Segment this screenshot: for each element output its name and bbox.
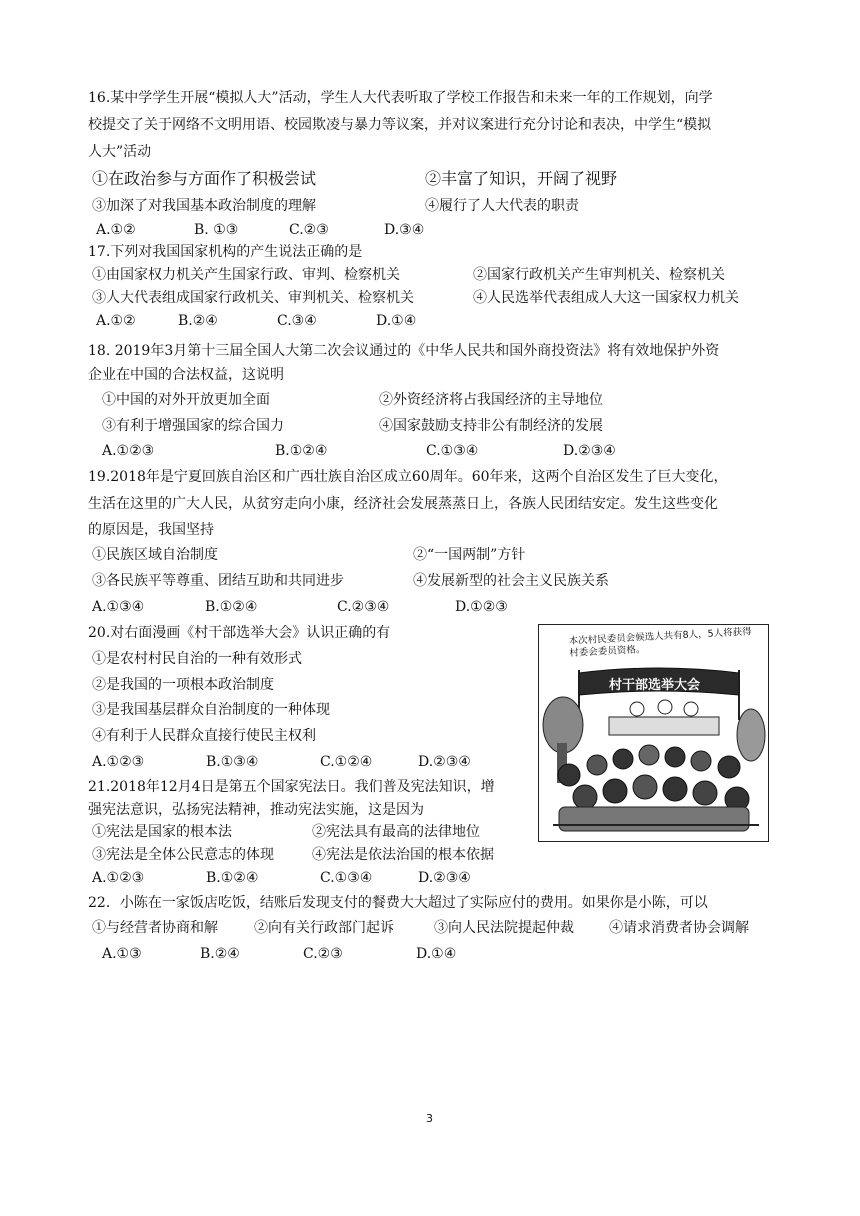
q16-option-1: ①在政治参与方面作了积极尝试 <box>92 169 317 188</box>
q18-choice-c: C.①③④ <box>426 443 479 459</box>
q22-option-2: ②向有关行政部门起诉 <box>254 920 394 936</box>
q16-option-4: ④履行了人大代表的职责 <box>425 198 579 214</box>
cartoon-drawing <box>539 625 767 840</box>
q17-choice-c: C.③④ <box>277 313 317 329</box>
q19-option-1: ①民族区域自治制度 <box>92 547 218 563</box>
q17-choice-d: D.①④ <box>376 313 417 329</box>
q20-option-2: ②是我国的一项根本政治制度 <box>92 677 274 693</box>
q17-choice-b: B.②④ <box>178 313 218 329</box>
q21-choice-c: C.①③④ <box>320 870 373 886</box>
q21-option-2: ②宪法具有最高的法律地位 <box>312 824 480 840</box>
q16-stem-line1: 16.某中学学生开展“模拟人大”活动，学生人大代表听取了学校工作报告和未来一年的工作规划，向学 <box>88 90 713 106</box>
q20-option-3: ③是我国基层群众自治制度的一种体现 <box>92 702 330 718</box>
q19-choice-d: D.①②③ <box>455 599 508 615</box>
q17-option-4: ④人民选举代表组成人大这一国家权力机关 <box>473 290 739 306</box>
q19-choice-b: B.①②④ <box>205 599 258 615</box>
cartoon-caption: 本次村民委员会候选人共有8人，5人将获得村委会委员资格。 <box>568 626 752 659</box>
q21-stem-line1: 21.2018年12月4日是第五个国家宪法日。我们普及宪法知识，增 <box>88 779 495 795</box>
q20-option-1: ①是农村村民自治的一种有效形式 <box>92 651 302 667</box>
q16-choice-c: C.②③ <box>289 222 329 238</box>
q17-option-2: ②国家行政机关产生审判机关、检察机关 <box>473 267 725 283</box>
q16-stem-line3: 人大”活动 <box>88 144 152 160</box>
q22-choice-d: D.①④ <box>416 946 457 962</box>
q16-option-2: ②丰富了知识，开阔了视野 <box>425 169 618 188</box>
q20-stem-line1: 20.对右面漫画《村干部选举大会》认识正确的有 <box>88 625 391 641</box>
q19-option-3: ③各民族平等尊重、团结互助和共同进步 <box>92 573 344 589</box>
q18-option-2: ②外资经济将占我国经济的主导地位 <box>379 392 603 408</box>
q18-choice-a: A.①②③ <box>102 443 155 459</box>
q20-choice-a: A.①②③ <box>92 754 145 770</box>
q20-choice-b: B.①③④ <box>206 754 259 770</box>
q22-option-4: ④请求消费者协会调解 <box>609 920 749 936</box>
q18-stem-line1: 18. 2019年3月第十三届全国人大第二次会议通过的《中华人民共和国外商投资法》将有效地保护外资 <box>88 343 720 359</box>
q19-option-4: ④发展新型的社会主义民族关系 <box>413 573 609 589</box>
cartoon-banner-text: 村干部选举大会 <box>609 678 701 693</box>
q22-choice-c: C.②③ <box>303 946 343 962</box>
q17-option-1: ①由国家权力机关产生国家行政、审判、检察机关 <box>92 267 400 283</box>
q18-option-4: ④国家鼓励支持非公有制经济的发展 <box>379 418 603 434</box>
q19-option-2: ②“一国两制”方针 <box>413 547 526 563</box>
q18-stem-line2: 企业在中国的合法权益，这说明 <box>88 367 284 383</box>
q22-stem-line1: 22．小陈在一家饭店吃饭，结账后发现支付的餐费大大超过了实际应付的费用。如果你是小陈，可以 <box>88 895 708 911</box>
cartoon-village-election <box>538 624 769 842</box>
q20-option-4: ④有利于人民群众直接行使民主权利 <box>92 728 316 744</box>
page-number: 3 <box>426 1112 433 1125</box>
q22-option-1: ①与经营者协商和解 <box>92 920 218 936</box>
q17-choice-a: A.①② <box>96 313 136 329</box>
q22-choice-b: B.②④ <box>200 946 240 962</box>
q20-choice-c: C.①②④ <box>320 754 373 770</box>
q19-choice-c: C.②③④ <box>337 599 390 615</box>
q21-stem-line2: 强宪法意识，弘扬宪法精神，推动宪法实施，这是因为 <box>88 802 424 818</box>
q21-choice-d: D.②③④ <box>418 870 471 886</box>
q20-choice-d: D.②③④ <box>418 754 471 770</box>
q16-stem-line2: 校提交了关于网络不文明用语、校园欺凌与暴力等议案，并对议案进行充分讨论和表决，中学生“模拟 <box>88 117 712 133</box>
q16-choice-d: D.③④ <box>384 222 425 238</box>
q19-stem-line3: 的原因是，我国坚持 <box>88 522 214 538</box>
q17-stem-line1: 17.下列对我国国家机构的产生说法正确的是 <box>88 244 363 260</box>
q16-choice-a: A.①② <box>96 222 136 238</box>
q22-option-3: ③向人民法院提起仲裁 <box>434 920 574 936</box>
q21-option-4: ④宪法是依法治国的根本依据 <box>312 847 494 863</box>
q18-choice-d: D.②③④ <box>563 443 616 459</box>
q18-option-3: ③有利于增强国家的综合国力 <box>102 418 284 434</box>
q18-option-1: ①中国的对外开放更加全面 <box>102 392 270 408</box>
q21-choice-a: A.①②③ <box>92 870 145 886</box>
q16-choice-b: B. ①③ <box>194 222 239 238</box>
q18-choice-b: B.①②④ <box>275 443 328 459</box>
q16-option-3: ③加深了对我国基本政治制度的理解 <box>92 198 316 214</box>
q21-option-3: ③宪法是全体公民意志的体现 <box>92 847 274 863</box>
q21-choice-b: B.①②④ <box>206 870 259 886</box>
q19-stem-line1: 19.2018年是宁夏回族自治区和广西壮族自治区成立60周年。60年来，这两个自治区发生了巨大变化， <box>88 469 728 485</box>
q19-choice-a: A.①③④ <box>92 599 145 615</box>
q21-option-1: ①宪法是国家的根本法 <box>92 824 232 840</box>
q17-option-3: ③人大代表组成国家行政机关、审判机关、检察机关 <box>92 290 414 306</box>
q22-choice-a: A.①③ <box>102 946 142 962</box>
q19-stem-line2: 生活在这里的广大人民，从贫穷走向小康，经济社会发展蒸蒸日上，各族人民团结安定。发生这些变化 <box>88 496 718 512</box>
